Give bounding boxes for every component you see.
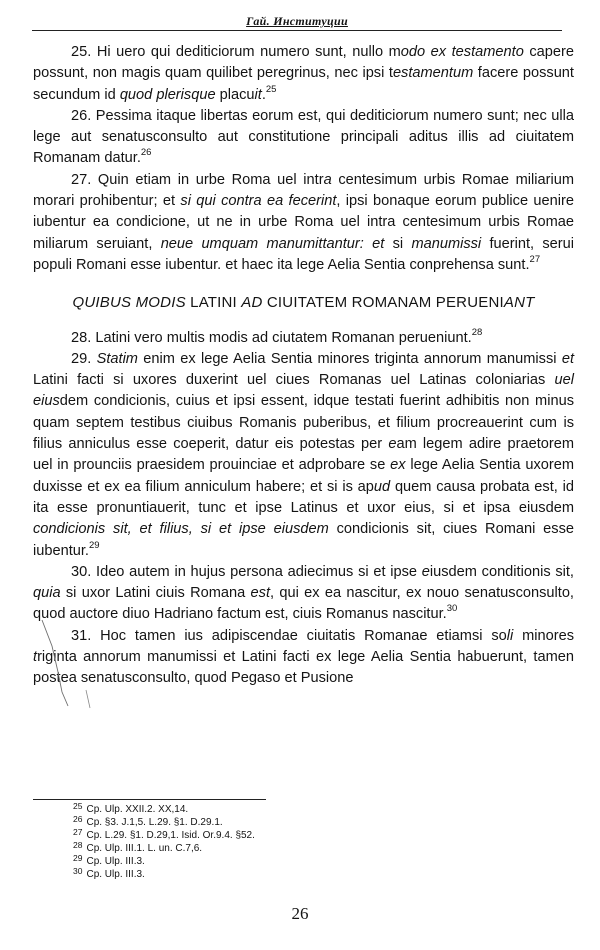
text-run: 26. Pessima itaque libertas eorum est, qui dediticiorum numero sunt; nec ulla lege aut senatusconsulto aut constitutione principali aditus illis ad ciuitatem Romanam datur. [33,107,574,167]
running-head-title: Гай. Институции [246,14,348,28]
italic-text: et [372,235,385,252]
footnote-ref[interactable]: 30 [446,603,458,615]
italic-text: Statim [96,350,138,367]
italic-text: uel eius [33,372,574,410]
footnotes [73,803,473,881]
text-run: iusdem conditionis sit, [429,563,574,580]
paragraph [33,328,574,349]
italic-text: quia [33,585,61,602]
italic-text: condicionis sit, et filius, si et ipse eiusdem [33,521,329,538]
text-run: . [261,86,266,103]
text-run: quem causa probata est, id ita esse pronuntiauerit, tunc et ipse Latinus et uxor eius, si et ipsa eiusdem [33,478,574,516]
text-run: , ipsi bonaque eorum publice uenire iubentur ea condicione, ut ne in urbe Roma uel intra centesimum urbis Romae miliarum seruiant, [33,193,574,252]
text-run: 25. Hi uero qui dediticiorum numero sunt, nullo m [71,44,401,60]
text-run: 29. [71,350,97,367]
footnote-number: 27 [73,827,83,837]
footnote-separator [33,799,266,800]
text-run: LATINI [185,294,242,312]
italic-text: si qui contra ea fecerint [180,193,337,210]
italic-text: est [250,585,270,602]
footnote [73,803,473,816]
italic-text: it [254,86,262,103]
footnote [73,855,473,868]
italic-text: a [323,171,332,188]
italic-text: ud [373,478,391,495]
footnote-text: Cp. Ulp. XXII.2. XX,14. [86,804,189,815]
text-run: capere possunt, non magis quam quilibet peregrinus, nec ipsi t [33,44,574,82]
text-run: CIUITATEM ROMANAM PERUENI [262,294,504,312]
footnote-ref[interactable]: 26 [140,147,152,159]
text-run: lege Aelia Sentia uxorem duxisse et ex ea filium anniculum habere; et si is ap [33,457,574,495]
footnote [73,829,473,842]
text-run: , qui ex ea nascitur, ex nouo senatusconsulto, quod auctore diuo Hadriano factum est, ciuis Romanus nascitur. [33,585,574,623]
text-run: am legem adire praetorem uel in prounciis praesidem prouinciae et adprobare se [33,436,574,474]
italic-text: ANT [503,294,535,312]
footnote-number: 26 [73,814,83,824]
text-run: condicionis sit, ciues Romani esse iubentur. [33,521,574,559]
footnote [73,842,473,855]
italic-text: e [421,563,430,580]
text-run: enim ex lege Aelia Sentia minores triginta annorum manumissi [137,350,562,367]
italic-text: et [561,350,574,367]
footnote-ref[interactable]: 25 [265,83,277,95]
italic-text: quod plerisque [119,86,216,103]
text-run: 27. Quin etiam in urbe Roma uel intr [71,171,324,188]
italic-text: QUIBUS MODIS [72,294,186,312]
footnote [73,868,473,881]
text-run: facere possunt secundum id [33,65,574,103]
text-run: 31. Hoc tamen ius adipiscendae ciuitatis Romanae etiamsi so [71,627,507,644]
footnote-number: 30 [73,866,83,876]
pencil-stroke [86,690,90,708]
main-text [33,42,574,690]
italic-text: ex [390,457,406,474]
footnote-ref[interactable]: 29 [89,539,100,551]
italic-text: neue umquam manumittantur: [160,235,364,252]
running-head [32,12,562,31]
footnote-number: 29 [73,853,83,863]
text-run: placu [215,86,255,103]
italic-text: t [33,649,38,666]
footnote-text: Cp. Ulp. III.3. [86,869,145,880]
text-run: si uxor Latini ciuis Romana [60,585,251,602]
footnote-text: Cp. §3. J.1,5. L.29. §1. D.29.1. [86,817,223,828]
text-run: fuerint, serui populi Romani esse iubentur. et haec ita lege Aelia Sentia conprehensa sunt. [33,235,575,273]
italic-text: odo ex testamento [400,44,524,60]
footnote-text: Cp. Ulp. III.3. [86,856,145,867]
footnote-number: 28 [73,840,83,850]
text-run: dem condicionis, cuius et ipsi essent, idque testati fuerint adhibitis non minus quam septem testibus ciuibus Romanis puberibus, et filium procreauerint cum is filius anniculus esse coeperit, datur eis potestas per [33,393,574,453]
paragraph-group-1 [33,42,574,276]
paragraph [33,42,574,106]
section-heading [33,292,574,313]
italic-text: AD [241,294,263,312]
footnote-text: Cp. L.29. §1. D.29,1. Isid. Or.9.4. §52. [86,830,255,841]
footnote [73,816,473,829]
page-number: 26 [291,904,309,923]
paragraph [33,349,574,562]
paragraph [33,170,574,276]
text-run: Latini facti si uxores duxerint uel ciues Romanas uel Latinas coloniarias [33,372,555,389]
italic-text: e [388,436,397,453]
footnote-ref[interactable]: 27 [529,253,541,265]
paragraph [33,106,574,170]
paragraph [33,626,574,690]
italic-text: estamentum [392,65,474,82]
text-run: minores [513,627,574,644]
text-run: si [384,235,412,252]
italic-text: li [506,627,514,644]
footnote-ref[interactable]: 28 [471,326,483,338]
text-run: 28. Latini vero multis modis ad ciutatem Romanan perueniunt. [71,329,472,346]
italic-text: manumissi [411,235,482,252]
paragraph [33,562,574,626]
text-run [364,236,372,252]
footnote-number: 25 [73,801,83,811]
paragraph-group-2 [33,328,574,690]
text-run: riginta annorum manumissi et Latini facti ex lege Aelia Sentia habuerunt, tamen postea senatusconsulto, quod Pegaso et Pusione [33,649,574,687]
footnote-text: Cp. Ulp. III.1. L. un. C.7,6. [86,843,203,854]
text-run: 30. Ideo autem in hujus persona adiecimus si et ipse [71,563,422,580]
text-run: centesimum urbis Romae miliarium morari prohibentur; et [33,171,574,210]
